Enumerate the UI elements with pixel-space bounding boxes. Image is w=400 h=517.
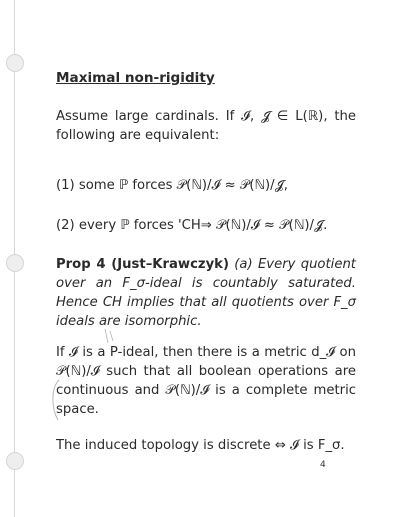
equivalence-item-1: (1) some ℙ forces 𝒫(ℕ)/𝓘 ≈ 𝒫(ℕ)/𝓙, <box>56 178 288 193</box>
proposition-heading: Prop 4 (Just–Krawczyk) <box>56 257 229 272</box>
equivalence-item-2: (2) every ℙ forces 'CH⇒ 𝒫(ℕ)/𝓘 ≈ 𝒫(ℕ)/𝓙. <box>56 218 328 233</box>
intro-paragraph: Assume large cardinals. If 𝓘, 𝓙 ∈ L(ℝ), the following are equivalent: <box>56 109 356 143</box>
metric-paragraph: If 𝓘 is a P-ideal, then there is a metric d_𝓘 on 𝒫(ℕ)/𝓘 such that all boolean operations are continuous and 𝒫(ℕ)/𝓘 is a complete metric space. <box>56 345 356 417</box>
punch-hole-middle <box>6 254 24 272</box>
proposition-body: (a) Every quotient over an F_σ-ideal is countably saturated. Hence CH implies that all quotients over F_σ ideals are isomorphic. <box>56 257 356 329</box>
slide-title: Maximal non-rigidity <box>56 70 215 86</box>
punch-hole-top <box>6 54 24 72</box>
page-number: 4 <box>320 460 326 470</box>
proposition-4 <box>56 255 356 331</box>
margin-pencil-mark <box>48 378 62 422</box>
pencil-tick-mark <box>102 327 116 345</box>
punch-hole-bottom <box>6 452 24 470</box>
topology-line: The induced topology is discrete ⇔ 𝓘 is F_σ. <box>56 438 345 453</box>
